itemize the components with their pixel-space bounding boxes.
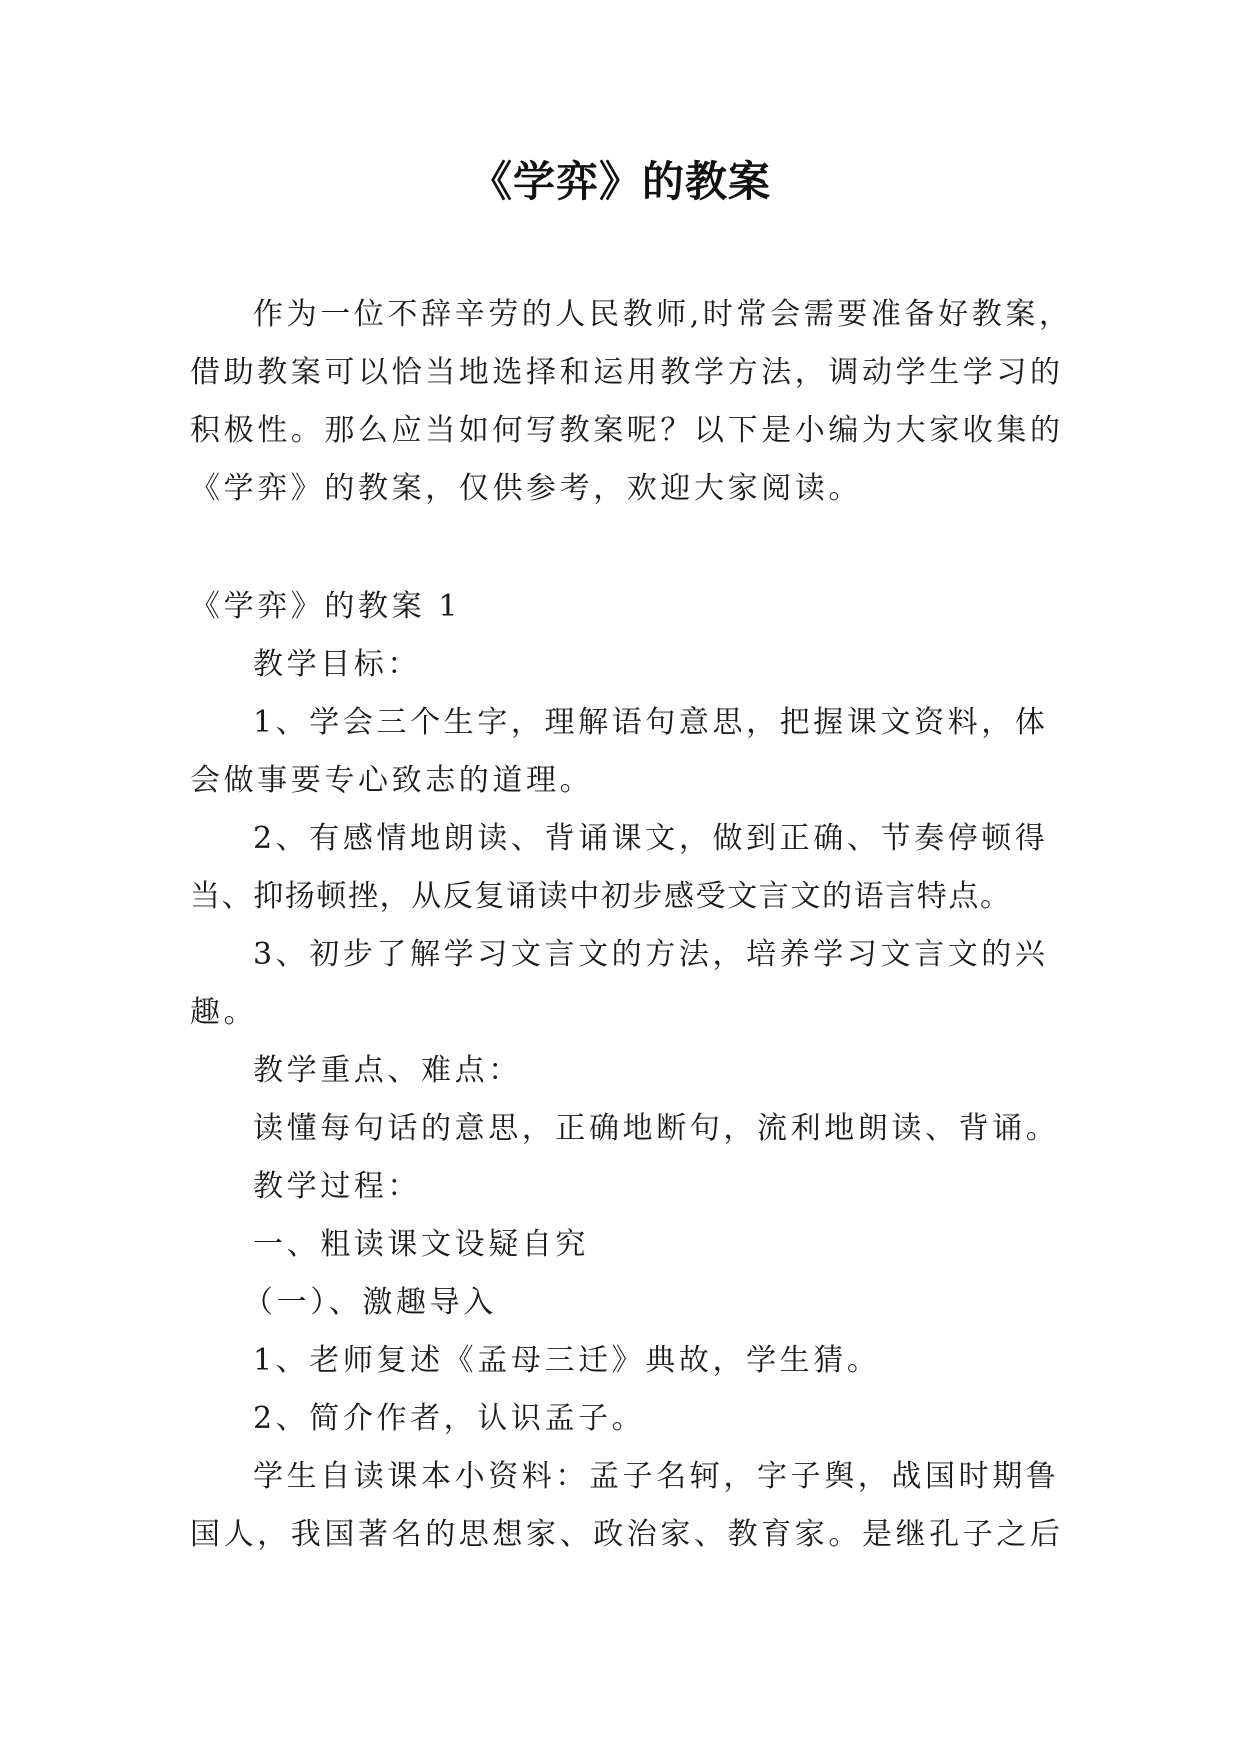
intro-line-2: 借助教案可以恰当地选择和运用教学方法，调动学生学习的 — [190, 355, 1064, 390]
section-heading: 《学弈》的教案 1 — [190, 589, 462, 624]
body-line-1: 教学目标： — [253, 647, 421, 682]
intro-line-3: 积极性。那么应当如何写教案呢？以下是小编为大家收集的 — [190, 413, 1064, 448]
body-line-16: 国人，我国著名的思想家、政治家、教育家。是继孔子之后 — [190, 1517, 1064, 1552]
body-line-11: 一、粗读课文设疑自究 — [253, 1227, 589, 1262]
body-line-5: 当、抑扬顿挫，从反复诵读中初步感受文言文的语言特点。 — [190, 879, 1012, 914]
body-line-12: （一）、激趣导入 — [243, 1285, 497, 1320]
body-line-10: 教学过程： — [253, 1169, 421, 1204]
body-line-3: 会做事要专心致志的道理。 — [190, 763, 594, 798]
body-line-14: 2、简介作者，认识孟子。 — [253, 1401, 646, 1436]
body-line-8: 教学重点、难点： — [253, 1053, 522, 1088]
body-line-6: 3、初步了解学习文言文的方法，培养学习文言文的兴 — [253, 937, 1049, 972]
document-title: 《学弈》的教案 — [469, 157, 771, 206]
body-line-4: 2、有感情地朗读、背诵课文，做到正确、节奏停顿得 — [253, 821, 1049, 856]
body-line-9: 读懂每句话的意思，正确地断句，流利地朗读、背诵。 — [253, 1111, 1060, 1146]
body-line-2: 1、学会三个生字，理解语句意思，把握课文资料，体 — [253, 705, 1049, 740]
intro-line-1: 作为一位不辞辛劳的人民教师,时常会需要准备好教案， — [253, 297, 1073, 332]
body-line-15: 学生自读课本小资料：孟子名轲，字子舆，战国时期鲁 — [253, 1459, 1060, 1494]
body-line-13: 1、老师复述《孟母三迁》典故，学生猜。 — [253, 1343, 881, 1378]
intro-line-4: 《学弈》的教案，仅供参考，欢迎大家阅读。 — [190, 471, 862, 506]
body-line-7: 趣。 — [190, 995, 258, 1030]
